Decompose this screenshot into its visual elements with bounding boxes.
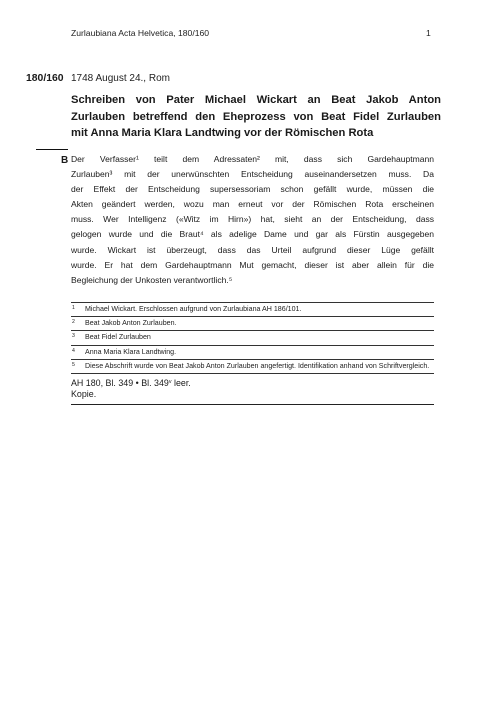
- summary-line: muss. Wer Intelligenz («Witz im Hirn») hat, sieht an der Entscheidung, dass: [71, 214, 434, 225]
- footnote: [71, 360, 434, 374]
- footnote: [71, 303, 434, 317]
- footnote-number: 2: [72, 319, 75, 326]
- document-date: 1748 August 24., Rom: [71, 73, 170, 84]
- footnote-number: 4: [72, 347, 75, 354]
- footnote-text: Beat Fidel Zurlauben: [85, 333, 151, 342]
- archive-form: Kopie.: [71, 389, 97, 400]
- archive-location-text: AH 180, Bl. 349 • Bl. 349: [71, 378, 169, 388]
- footnote-text: Diese Abschrift wurde von Beat Jakob Anton Zurlauben angefertigt. Identifikation anhand von Schriftvergleich.: [85, 361, 430, 370]
- footnotes: [71, 302, 434, 374]
- summary-line: Begleichung der Unkosten verantwortlich.⁵: [71, 274, 233, 285]
- footnote-text: Michael Wickart. Erschlossen aufgrund von Zurlaubiana AH 186/101.: [85, 305, 302, 313]
- summary-line: wurde. Wickart ist überzeugt, dass das Urteil aufgrund dieser Lüge gefällt: [71, 244, 434, 255]
- summary-line: der Effekt der Entscheidung supersessoriam schon gefällt wurde, müssen die: [71, 184, 434, 195]
- footnote-text: Anna Maria Klara Landtwing.: [85, 347, 177, 356]
- summary-line: Zurlauben³ mit der unerwünschten Entscheidung auseinandersetzen muss. Da: [71, 169, 434, 180]
- verso-mark: v: [168, 379, 172, 385]
- section-marker: B: [61, 155, 69, 166]
- footnote-text: Beat Jakob Anton Zurlauben.: [85, 319, 177, 328]
- document-number: 180/160: [26, 73, 64, 84]
- footnote: [71, 346, 434, 360]
- footnote-number: 1: [72, 305, 75, 311]
- title-line: Schreiben von Pater Michael Wickart an Beat Jakob Anton: [71, 94, 441, 106]
- summary-line: wurde. Er hat dem Gardehauptmann Mut gemacht, dieser ist aber allein für die: [71, 259, 434, 270]
- document-title: [71, 92, 441, 142]
- title-line: Zurlauben betreffend den Eheprozess von Beat Fidel Zurlauben: [71, 110, 441, 123]
- footnote-number: 5: [72, 361, 75, 368]
- summary-line: gelogen wurde und die Braut⁴ als adelige Dame und gar als Fürstin ausgegeben: [71, 229, 434, 240]
- footnote: [71, 317, 434, 331]
- title-line: mit Anna Maria Klara Landtwing vor der Römischen Rota: [71, 127, 374, 139]
- page-number: 1: [426, 28, 431, 38]
- archive-reference: [71, 378, 434, 405]
- archive-location: [71, 378, 434, 389]
- archive-location-suffix: leer.: [171, 378, 191, 388]
- running-head: Zurlaubiana Acta Helvetica, 180/160: [71, 28, 210, 38]
- summary-line: Der Verfasser¹ teilt dem Adressaten² mit, dass sich Gardehauptmann: [71, 154, 434, 164]
- footnote-number: 3: [72, 333, 75, 340]
- summary-text: [71, 152, 434, 288]
- footnote: [71, 331, 434, 345]
- summary-line: Akten geändert werden, wozu man erneut vor der Römischen Rota erscheinen: [71, 199, 434, 210]
- section-rule: [36, 149, 68, 150]
